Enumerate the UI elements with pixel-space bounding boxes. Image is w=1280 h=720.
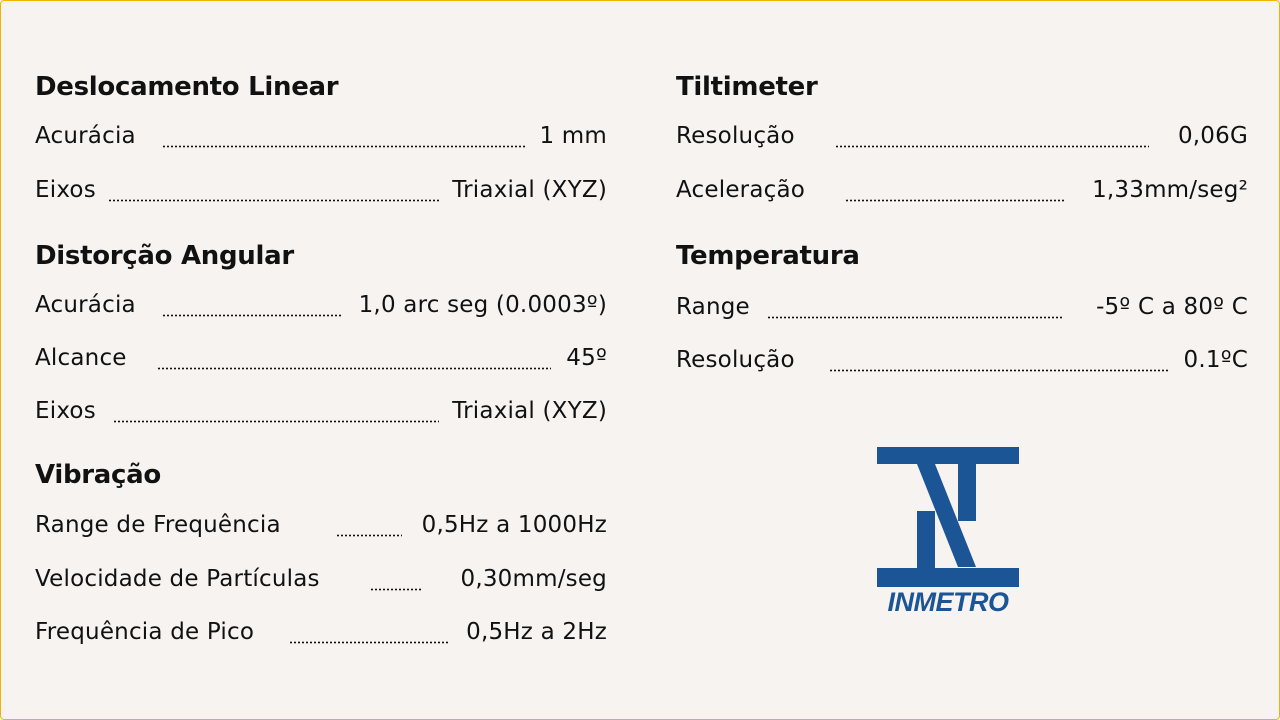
spec-row-vibracao-range [35,506,607,540]
spec-row-distorcao-acuracia [35,286,607,320]
spec-value: 1,33mm/seg² [1092,177,1248,203]
dot-leader [829,369,1168,372]
spec-label: Range [676,294,750,320]
spec-row-deslocamento-acuracia [35,117,607,151]
dot-leader [845,199,1064,202]
inmetro-mark-icon [877,447,1019,587]
section-title-temperatura: Temperatura [676,241,860,271]
dot-leader [108,199,439,202]
spec-value: 0,5Hz a 2Hz [466,619,607,645]
spec-label: Acurácia [35,123,136,149]
spec-value: 1 mm [539,123,607,149]
dot-leader [370,588,422,591]
spec-row-vibracao-velocidade [35,560,607,594]
spec-label: Resolução [676,347,795,373]
dot-leader [289,641,449,644]
section-title-distorcao: Distorção Angular [35,241,294,271]
section-title-tiltimeter: Tiltimeter [676,72,818,102]
spec-value: 0,5Hz a 1000Hz [421,512,607,538]
spec-value: 0,06G [1177,123,1248,149]
spec-label: Resolução [676,123,795,149]
spec-value: -5º C a 80º C [1096,294,1248,320]
inmetro-wordmark: INMETRO [887,587,1009,617]
spec-row-deslocamento-eixos [35,171,607,205]
spec-row-temperatura-resolucao [676,341,1248,375]
spec-value: 0.1ºC [1183,347,1248,373]
spec-label: Velocidade de Partículas [35,566,320,592]
dot-leader [162,314,343,317]
spec-label: Eixos [35,398,96,424]
dot-leader [767,316,1064,319]
spec-row-tiltimeter-resolucao [676,117,1248,151]
spec-row-vibracao-pico [35,613,607,647]
spec-label: Eixos [35,177,96,203]
spec-value: 45º [566,345,607,371]
spec-value: 1,0 arc seg (0.0003º) [358,292,607,318]
spec-row-distorcao-eixos [35,392,607,426]
spec-value: 0,30mm/seg [460,566,607,592]
spec-label: Alcance [35,345,127,371]
spec-label: Range de Frequência [35,512,281,538]
spec-row-distorcao-alcance [35,339,607,373]
section-title-deslocamento: Deslocamento Linear [35,72,339,102]
dot-leader [162,145,526,148]
spec-label: Acurácia [35,292,136,318]
dot-leader [113,420,439,423]
section-title-vibracao: Vibração [35,460,161,490]
spec-value: Triaxial (XYZ) [452,177,607,203]
inmetro-logo [877,447,1019,619]
dot-leader [336,534,402,537]
spec-label: Aceleração [676,177,806,203]
spec-row-tiltimeter-aceleracao [676,171,1248,205]
dot-leader [835,145,1149,148]
dot-leader [157,367,551,370]
spec-value: Triaxial (XYZ) [452,398,607,424]
spec-row-temperatura-range [676,288,1248,322]
spec-label: Frequência de Pico [35,619,255,645]
